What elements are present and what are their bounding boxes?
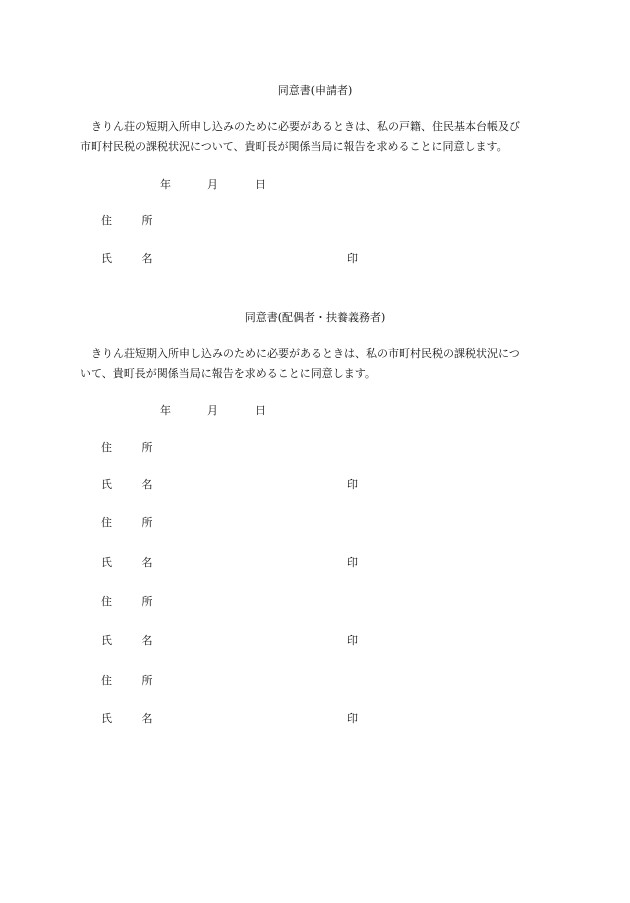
- spouse-consent-body-line-1: きりん荘短期入所申し込みのために必要があるときは、私の市町村民税の課税状況につ: [80, 347, 520, 360]
- person-1-seal-mark: 印: [347, 478, 358, 491]
- spouse-date-month: 月: [207, 404, 218, 417]
- applicant-consent-body-line-2: 市町村民税の課税状況について、貴町長が関係当局に報告を求めることに同意します。: [80, 140, 508, 153]
- applicant-seal-mark: 印: [347, 252, 358, 265]
- person-3-address-label: 住 所: [101, 595, 166, 608]
- person-4-address-label: 住 所: [101, 674, 166, 687]
- person-2-address-label: 住 所: [101, 516, 166, 529]
- person-4-name-label: 氏 名: [101, 712, 166, 725]
- person-3-seal-mark: 印: [347, 634, 358, 647]
- applicant-date-day: 日: [255, 178, 266, 191]
- applicant-consent-body-line-1: きりん荘の短期入所申し込みのために必要があるときは、私の戸籍、住民基本台帳及び: [80, 120, 520, 133]
- person-4-seal-mark: 印: [347, 712, 358, 725]
- person-2-name-label: 氏 名: [101, 556, 166, 569]
- person-1-address-label: 住 所: [101, 441, 166, 454]
- person-1-name-label: 氏 名: [101, 478, 166, 491]
- spouse-consent-body-line-2: いて、貴町長が関係当局に報告を求めることに同意します。: [80, 367, 376, 380]
- applicant-date-year: 年: [160, 178, 171, 191]
- applicant-date-month: 月: [207, 178, 218, 191]
- spouse-date-day: 日: [255, 404, 266, 417]
- applicant-name-label: 氏 名: [101, 252, 166, 265]
- person-3-name-label: 氏 名: [101, 634, 166, 647]
- applicant-consent-title: 同意書(申請者): [277, 84, 353, 97]
- person-2-seal-mark: 印: [347, 556, 358, 569]
- applicant-address-label: 住 所: [101, 214, 166, 227]
- spouse-date-year: 年: [160, 404, 171, 417]
- spouse-consent-title: 同意書(配偶者・扶養義務者): [244, 311, 386, 324]
